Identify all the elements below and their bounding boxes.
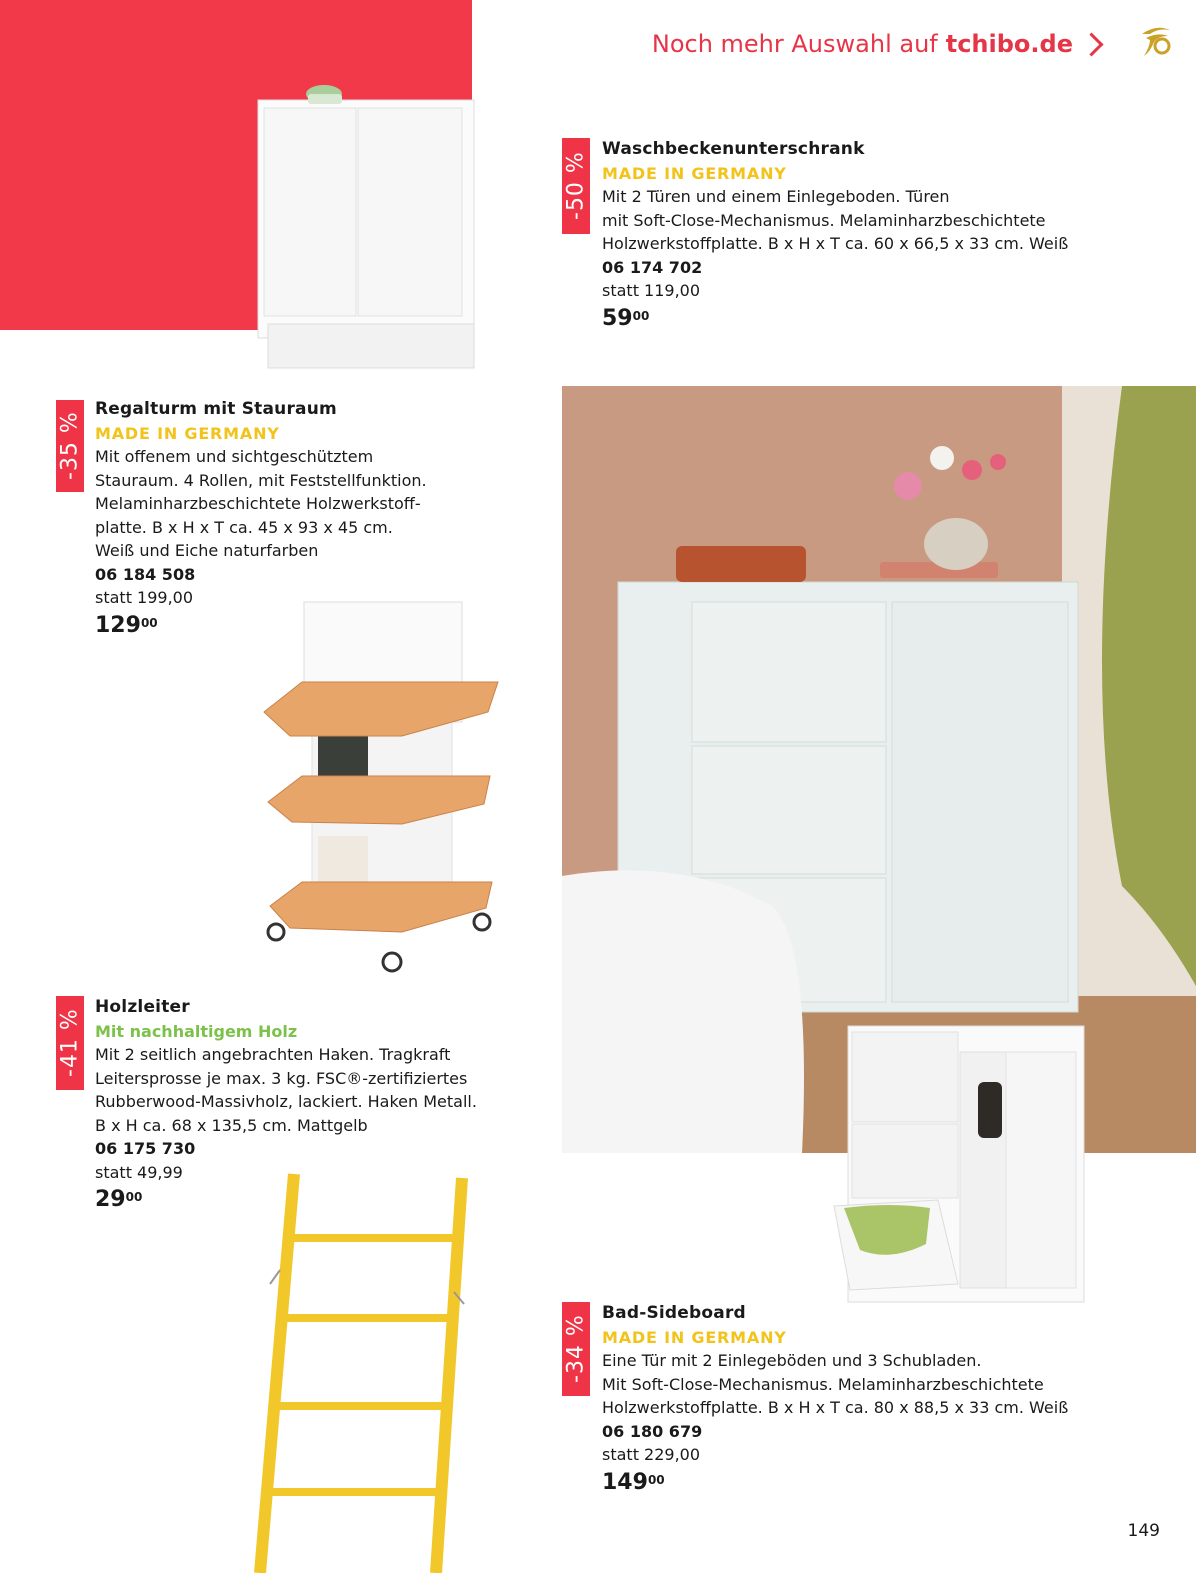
discount-badge: -41 % <box>56 996 84 1090</box>
article-number: 06 180 679 <box>602 1421 703 1441</box>
price: $29^{00}$ <box>95 1187 143 1212</box>
old-price: statt 229,00 <box>602 1445 701 1464</box>
article-number: 06 175 730 <box>95 1139 196 1158</box>
description-line: Stauraum. 4 Rollen, mit Feststellfunktion. <box>95 470 427 490</box>
old-price: statt 119,00 <box>602 281 701 300</box>
description-line: platte. B x H x T ca. 45 x 93 x 45 cm. <box>95 517 393 537</box>
old-price: statt 49,99 <box>95 1162 183 1182</box>
old-price: statt 199,00 <box>95 588 194 607</box>
price: $129^{00}$ <box>95 612 158 638</box>
sink-cabinet-image <box>250 78 482 373</box>
made-in-germany-tag: MADE IN GERMANY <box>95 423 280 443</box>
product-title: Holzleiter <box>95 997 190 1017</box>
description-line: Melaminharzbeschichtete Holzwerkstoff- <box>95 494 421 513</box>
made-in-germany-tag: MADE IN GERMANY <box>602 1327 787 1347</box>
description-line: Mit 2 seitlich angebrachten Haken. Tragkraft <box>95 1045 451 1064</box>
description-line: Holzwerkstoffplatte. B x H x T ca. 60 x 66,5 x 33 cm. Weiß <box>602 234 1069 253</box>
shelf-tower-image <box>262 596 502 978</box>
discount-badge: -35 % <box>56 400 84 492</box>
description-line: mit Soft-Close-Mechanismus. Melaminharzbeschichtete <box>602 210 1046 230</box>
product-title: Waschbeckenunterschrank <box>602 139 865 159</box>
ladder-image <box>240 1166 480 1573</box>
description-line: B x H ca. 68 x 135,5 cm. Mattgelb <box>95 1115 368 1135</box>
made-in-germany-tag: MADE IN GERMANY <box>602 163 787 183</box>
product-title: Regalturm mit Stauraum <box>95 399 337 419</box>
description-line: Holzwerkstoffplatte. B x H x T ca. 80 x 88,5 x 33 cm. Weiß <box>602 1398 1069 1417</box>
header-link-text[interactable]: tchibo.de <box>945 30 1073 58</box>
tchibo-logo-icon <box>1136 22 1176 62</box>
product-title: Bad-Sideboard <box>602 1303 746 1323</box>
article-number: 06 174 702 <box>602 257 703 277</box>
bath-sideboard-image <box>830 1022 1096 1308</box>
sustainable-wood-tag: Mit nachhaltigem Holz <box>95 1021 298 1041</box>
description-line: Rubberwood-Massivholz, lackiert. Haken Metall. <box>95 1092 477 1111</box>
price: $149^{00}$ <box>602 1469 665 1495</box>
discount-badge: -50 % <box>562 138 590 234</box>
chevron-right-icon <box>1079 32 1103 56</box>
description-line: Eine Tür mit 2 Einlegeböden und 3 Schubladen. <box>602 1351 982 1370</box>
description-line: Mit Soft-Close-Mechanismus. Melaminharzbeschichtete <box>602 1374 1044 1394</box>
description-line: Mit offenem und sichtgeschütztem <box>95 447 374 466</box>
discount-badge: -34 % <box>562 1302 590 1396</box>
description-line: Weiß und Eiche naturfarben <box>95 541 319 560</box>
header-tchibo-link[interactable] <box>652 30 1100 58</box>
price: $59^{00}$ <box>602 305 650 331</box>
description-line: Mit 2 Türen und einem Einlegeboden. Türen <box>602 187 950 206</box>
header-text: Noch mehr Auswahl auf <box>651 30 938 58</box>
article-number: 06 184 508 <box>95 564 196 584</box>
description-line: Leitersprosse je max. 3 kg. FSC®-zertifiziertes <box>95 1068 468 1088</box>
product-sink-cabinet <box>602 138 1068 330</box>
product-bath-sideboard <box>602 1302 1068 1494</box>
page-number: 149 <box>1127 1521 1160 1541</box>
